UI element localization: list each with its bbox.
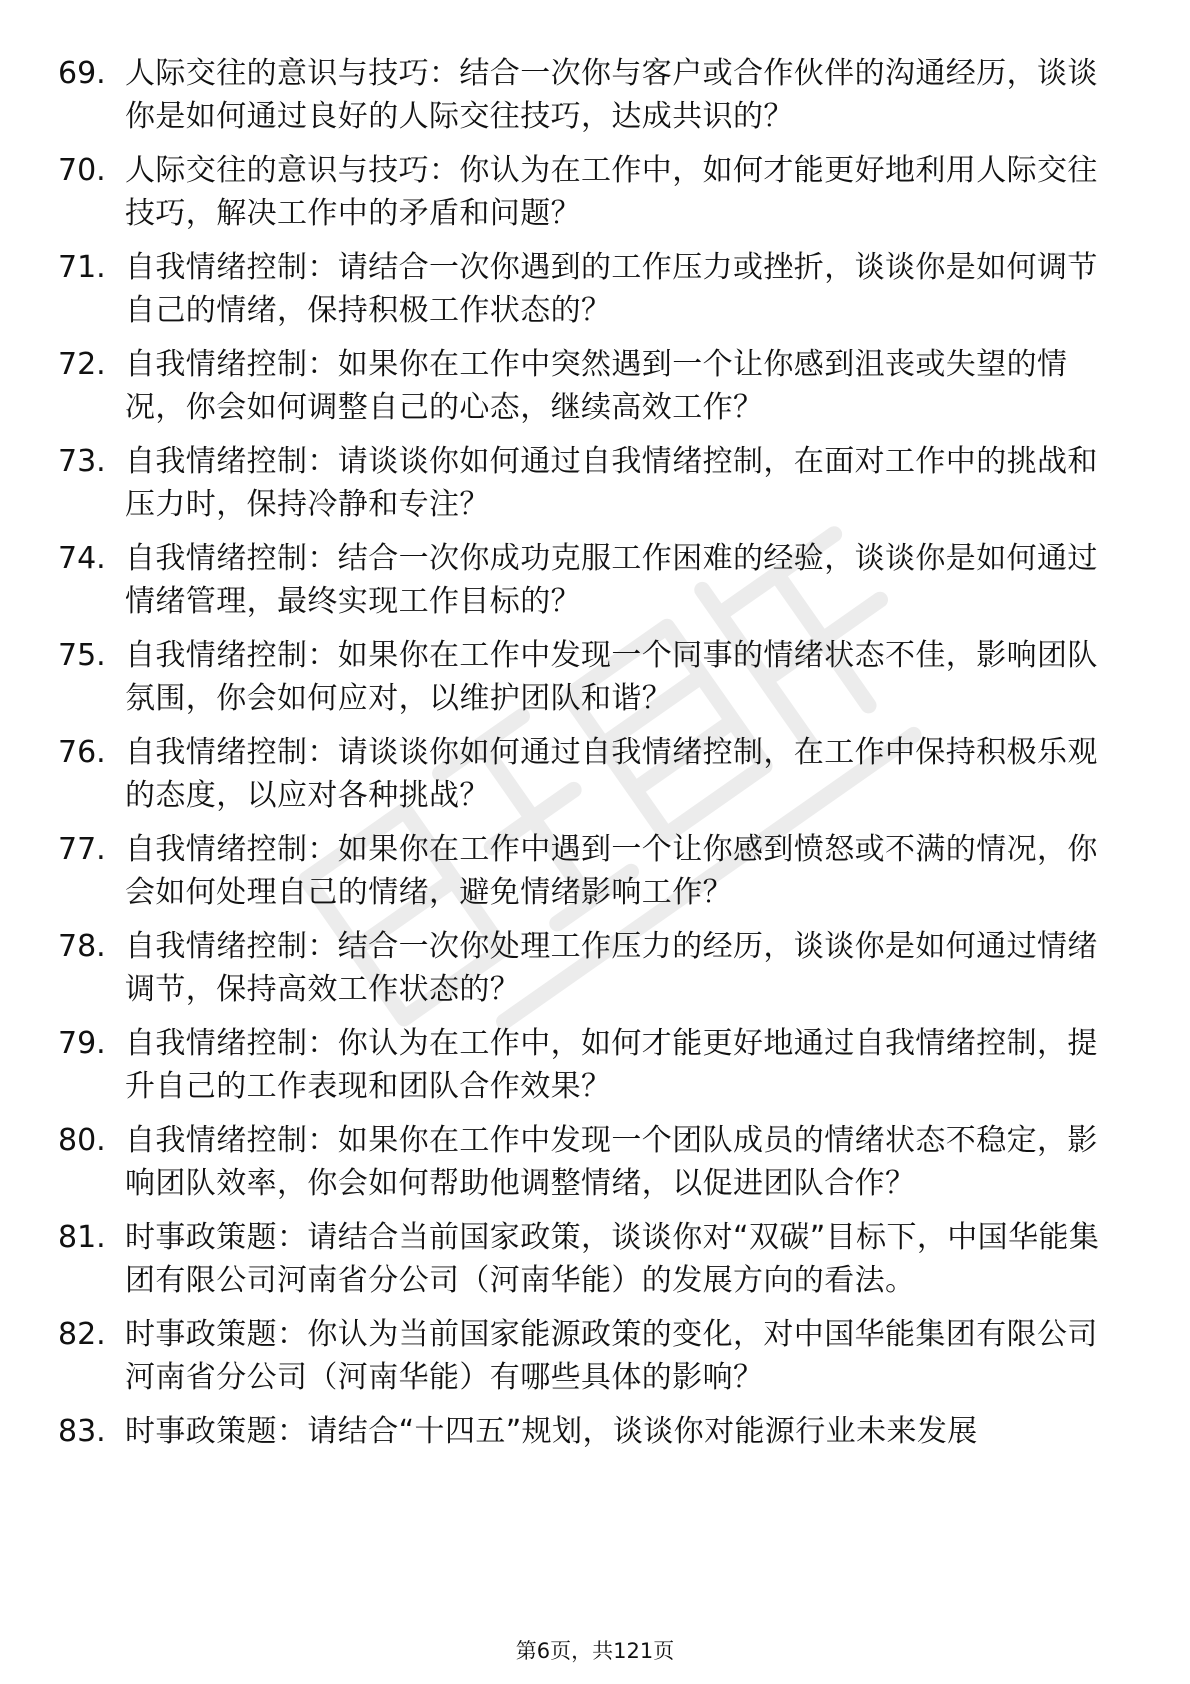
question-item bbox=[58, 440, 1128, 526]
question-text: 自我情绪控制：请结合一次你遇到的工作压力或挫折，谈谈你是如何调节自己的情绪，保持积极工作状态的？ bbox=[125, 250, 1098, 328]
question-item bbox=[58, 1022, 1128, 1108]
question-item bbox=[58, 52, 1128, 138]
question-item bbox=[58, 343, 1128, 429]
question-text: 人际交往的意识与技巧：结合一次你与客户或合作伙伴的沟通经历，谈谈你是如何通过良好的人际交往技巧，达成共识的？ bbox=[125, 56, 1098, 134]
question-number: 72. bbox=[58, 347, 106, 382]
question-text: 人际交往的意识与技巧：你认为在工作中，如何才能更好地利用人际交往技巧，解决工作中的矛盾和问题？ bbox=[125, 153, 1098, 231]
question-item bbox=[58, 634, 1128, 720]
question-item bbox=[58, 537, 1128, 623]
question-text: 时事政策题：你认为当前国家能源政策的变化，对中国华能集团有限公司河南省分公司（河南华能）有哪些具体的影响？ bbox=[125, 1317, 1098, 1395]
question-text: 自我情绪控制：如果你在工作中发现一个同事的情绪状态不佳，影响团队氛围，你会如何应对，以维护团队和谐？ bbox=[125, 638, 1098, 716]
question-text: 时事政策题：请结合当前国家政策，谈谈你对“双碳”目标下，中国华能集团有限公司河南省分公司（河南华能）的发展方向的看法。 bbox=[125, 1220, 1100, 1298]
question-text: 自我情绪控制：如果你在工作中突然遇到一个让你感到沮丧或失望的情况，你会如何调整自己的心态，继续高效工作？ bbox=[125, 347, 1068, 425]
question-text: 时事政策题：请结合“十四五”规划，谈谈你对能源行业未来发展 bbox=[125, 1414, 978, 1449]
question-text: 自我情绪控制：你认为在工作中，如何才能更好地通过自我情绪控制，提升自己的工作表现和团队合作效果？ bbox=[125, 1026, 1098, 1104]
question-number: 79. bbox=[58, 1026, 106, 1061]
question-text: 自我情绪控制：如果你在工作中发现一个团队成员的情绪状态不稳定，影响团队效率，你会如何帮助他调整情绪，以促进团队合作？ bbox=[125, 1123, 1098, 1201]
question-item bbox=[58, 1313, 1128, 1399]
question-item bbox=[58, 731, 1128, 817]
question-item bbox=[58, 925, 1128, 1011]
question-number: 69. bbox=[58, 56, 106, 91]
question-number: 73. bbox=[58, 444, 106, 479]
page-footer: 第6页，共121页 bbox=[515, 1639, 675, 1663]
question-item bbox=[58, 1216, 1128, 1302]
question-number: 75. bbox=[58, 638, 106, 673]
question-item bbox=[58, 149, 1128, 235]
question-text: 自我情绪控制：如果你在工作中遇到一个让你感到愤怒或不满的情况，你会如何处理自己的情绪，避免情绪影响工作？ bbox=[125, 832, 1098, 910]
question-text: 自我情绪控制：结合一次你成功克服工作困难的经验，谈谈你是如何通过情绪管理，最终实现工作目标的？ bbox=[125, 541, 1098, 619]
question-item bbox=[58, 1119, 1128, 1205]
question-number: 76. bbox=[58, 735, 106, 770]
question-number: 83. bbox=[58, 1414, 106, 1449]
question-number: 70. bbox=[58, 153, 106, 188]
question-number: 81. bbox=[58, 1220, 106, 1255]
question-text: 自我情绪控制：请谈谈你如何通过自我情绪控制，在面对工作中的挑战和压力时，保持冷静和专注？ bbox=[125, 444, 1098, 522]
question-number: 80. bbox=[58, 1123, 106, 1158]
question-number: 78. bbox=[58, 929, 106, 964]
question-number: 71. bbox=[58, 250, 106, 285]
question-number: 77. bbox=[58, 832, 106, 867]
question-number: 74. bbox=[58, 541, 106, 576]
question-item bbox=[58, 828, 1128, 914]
question-item bbox=[58, 246, 1128, 332]
question-text: 自我情绪控制：结合一次你处理工作压力的经历，谈谈你是如何通过情绪调节，保持高效工作状态的？ bbox=[125, 929, 1098, 1007]
question-item bbox=[58, 1410, 1128, 1453]
question-number: 82. bbox=[58, 1317, 106, 1352]
question-text: 自我情绪控制：请谈谈你如何通过自我情绪控制，在工作中保持积极乐观的态度，以应对各种挑战？ bbox=[125, 735, 1098, 813]
question-list bbox=[58, 52, 1128, 1464]
